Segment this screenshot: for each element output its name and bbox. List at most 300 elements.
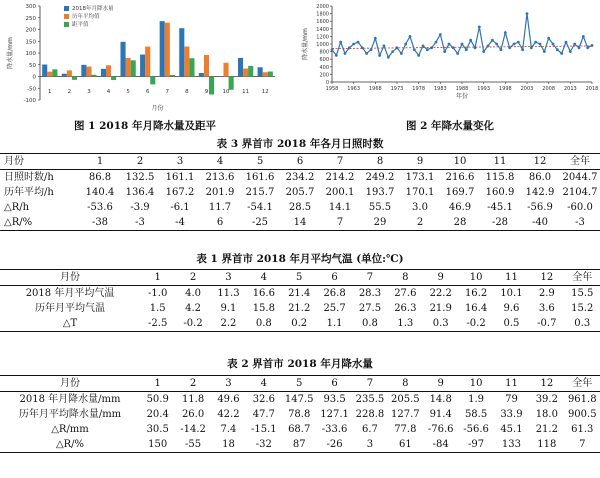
chart-1-svg xyxy=(0,0,290,118)
table-cell: 214.2 xyxy=(325,172,355,183)
header-cell: 11 xyxy=(494,376,529,392)
table-cell: 11.7 xyxy=(208,202,232,213)
y-tick-label: 800 xyxy=(319,49,329,56)
table-cell: 200.1 xyxy=(325,187,355,198)
data-point xyxy=(469,39,472,42)
data-point xyxy=(534,41,537,44)
data-point xyxy=(539,43,542,46)
header-cell: 6 xyxy=(280,154,320,170)
x-tick-label: 1968 xyxy=(368,86,382,92)
table-cell: 14.1 xyxy=(328,202,352,213)
x-tick-label: 1 xyxy=(48,89,52,95)
header-cell: 8 xyxy=(388,270,423,286)
table-cell: 14 xyxy=(280,215,320,231)
table-cell: 4.2 xyxy=(185,303,202,314)
data-point xyxy=(500,48,503,51)
table-row xyxy=(0,316,600,332)
table-cell: 21.2 xyxy=(288,303,311,314)
y-tick-label: -50 xyxy=(27,86,36,93)
table-cell: 91.4 xyxy=(429,409,452,420)
table-cell: 142.9 xyxy=(525,187,555,198)
table-cell: 9.1 xyxy=(220,303,237,314)
table-cell: 26.3 xyxy=(394,303,417,314)
data-point xyxy=(391,50,394,53)
data-point xyxy=(352,43,355,46)
bar-historical-avg xyxy=(67,70,72,76)
table-row xyxy=(0,301,600,316)
table-cell: -3.9 xyxy=(130,202,150,213)
y-tick-label: 400 xyxy=(319,64,329,71)
figure-1-caption: 图 1 2018 年月降水量及距平 xyxy=(74,120,216,132)
data-point xyxy=(443,50,446,53)
header-cell: 12 xyxy=(529,376,564,392)
bar-precip-2018 xyxy=(81,65,86,77)
x-tick-label: 11 xyxy=(242,89,250,95)
header-cell: 6 xyxy=(317,270,352,286)
table-cell: 216.6 xyxy=(445,172,475,183)
y-tick-label: 2000 xyxy=(316,4,329,10)
table-cell: 18.0 xyxy=(535,409,558,420)
table-cell: 9.6 xyxy=(503,303,520,314)
row-label-cell: △R/mm xyxy=(51,424,89,435)
y-tick-label: 0 xyxy=(325,80,329,86)
table-cell: -2.5 xyxy=(140,316,175,332)
x-axis-label: 年份 xyxy=(455,93,469,100)
table-row xyxy=(0,422,600,437)
data-point xyxy=(409,35,412,38)
x-tick-label: 10 xyxy=(222,89,230,95)
table-cell: -38 xyxy=(80,215,120,231)
table-cell: -28 xyxy=(480,215,520,231)
table-row xyxy=(0,286,600,302)
y-tick-label: 50 xyxy=(29,62,36,69)
table-cell: -56.9 xyxy=(527,202,553,213)
table-cell: -60.0 xyxy=(567,202,593,213)
table-cell: -14.2 xyxy=(180,424,206,435)
bar-anomaly xyxy=(131,60,136,76)
header-cell: 4 xyxy=(246,376,281,392)
table-cell: -76.6 xyxy=(427,424,454,435)
bar-precip-2018 xyxy=(238,58,243,77)
data-point xyxy=(478,26,481,29)
table-cell: 0.8 xyxy=(246,316,281,332)
x-tick-label: 12 xyxy=(261,89,269,95)
table-header-row xyxy=(0,376,600,392)
row-label-cell: 历年月平均降水量/mm xyxy=(18,409,122,420)
table-cell: 118 xyxy=(529,437,564,453)
table-cell: 6 xyxy=(200,215,240,231)
data-point xyxy=(404,43,407,46)
table-cell: 0.3 xyxy=(565,316,600,332)
data-point xyxy=(435,41,438,44)
bar-anomaly xyxy=(229,77,234,90)
table-cell: 133 xyxy=(494,437,529,453)
row-label-cell: △R/% xyxy=(0,215,80,231)
table-cell: 249.2 xyxy=(365,172,395,183)
row-label-cell: △R/% xyxy=(0,437,140,453)
table-cell: 2.9 xyxy=(538,288,555,299)
table-cell: -33.6 xyxy=(321,424,348,435)
header-cell: 1 xyxy=(140,270,175,286)
bar-anomaly xyxy=(170,75,175,77)
table-cell: 32.6 xyxy=(252,394,275,405)
table-cell: 205.7 xyxy=(285,187,315,198)
table-cell: 193.7 xyxy=(365,187,395,198)
figure-2-caption: 图 2 年降水量变化 xyxy=(405,120,495,132)
table-cell: -55 xyxy=(175,437,210,453)
table-cell: 1.9 xyxy=(468,394,485,405)
table-cell: 2.2 xyxy=(211,316,246,332)
data-point xyxy=(344,52,347,55)
data-point xyxy=(417,54,420,57)
table-cell: 127.1 xyxy=(320,409,349,420)
data-point xyxy=(448,43,451,46)
table-cell: 169.7 xyxy=(445,187,475,198)
table-cell: 27.6 xyxy=(394,288,417,299)
table-cell: -40 xyxy=(520,215,560,231)
table-2-caption: 表 2 界首市 2018 年月降水量 xyxy=(227,358,373,370)
header-cell: 2 xyxy=(175,270,210,286)
table-cell: -3 xyxy=(560,215,600,231)
x-tick-label: 2003 xyxy=(520,86,534,92)
table-cell: 215.7 xyxy=(245,187,275,198)
data-point xyxy=(482,50,485,53)
table-cell: 11.8 xyxy=(181,394,205,405)
table-cell: 30.5 xyxy=(146,424,169,435)
table-cell: 15.5 xyxy=(571,288,594,299)
header-label-cell: 月份 xyxy=(0,270,140,286)
row-label-cell: △T xyxy=(0,316,140,332)
header-cell: 1 xyxy=(80,154,120,170)
header-cell: 5 xyxy=(282,270,317,286)
bar-historical-avg xyxy=(204,55,209,76)
data-point xyxy=(465,48,468,51)
data-point xyxy=(439,33,442,36)
table-cell: 39.2 xyxy=(535,394,558,405)
table-cell: -32 xyxy=(246,437,281,453)
y-tick-label: 250 xyxy=(25,15,36,22)
table-cell: 16.2 xyxy=(464,288,488,299)
table-cell: -15.1 xyxy=(251,424,277,435)
table-cell: 49.6 xyxy=(217,394,240,405)
x-tick-label: 1998 xyxy=(498,86,512,92)
header-cell: 8 xyxy=(360,154,400,170)
table-cell: 136.4 xyxy=(125,187,155,198)
y-axis-label: 降水量/mm xyxy=(302,28,309,60)
header-cell: 10 xyxy=(458,270,493,286)
x-tick-label: 2018 xyxy=(585,86,599,92)
bar-historical-avg xyxy=(165,23,170,77)
bar-anomaly xyxy=(111,77,116,81)
header-cell: 12 xyxy=(520,154,560,170)
table-cell: 7.4 xyxy=(220,424,237,435)
table-cell: -54.1 xyxy=(247,202,273,213)
table-cell: 127.7 xyxy=(391,409,420,420)
data-point xyxy=(383,45,386,48)
table-cell: 160.9 xyxy=(485,187,515,198)
table-cell: -0.2 xyxy=(175,316,210,332)
bar-precip-2018 xyxy=(42,65,47,77)
table-cell: 1.5 xyxy=(149,303,166,314)
table-cell: -0.7 xyxy=(529,316,564,332)
table-cell: 161.1 xyxy=(165,172,195,183)
header-cell: 4 xyxy=(200,154,240,170)
legend-label: 历年平均值 xyxy=(72,14,100,20)
bar-anomaly xyxy=(92,75,97,77)
x-tick-label: 1973 xyxy=(390,86,404,92)
header-cell: 2 xyxy=(120,154,160,170)
table-cell: 25.7 xyxy=(323,303,346,314)
table-cell: 7 xyxy=(565,437,600,453)
header-cell: 3 xyxy=(211,270,246,286)
table-header-row xyxy=(0,270,600,286)
header-cell: 3 xyxy=(160,154,200,170)
table-cell: -84 xyxy=(423,437,458,453)
table-1-caption: 表 1 界首市 2018 年月平均气温 (单位:℃) xyxy=(196,253,404,265)
data-point xyxy=(517,41,520,44)
data-point xyxy=(422,45,425,48)
table-cell: -3 xyxy=(120,215,160,231)
data-point xyxy=(452,46,455,49)
table-cell: 0.3 xyxy=(423,316,458,332)
table-cell: 228.8 xyxy=(355,409,385,420)
legend-swatch xyxy=(64,6,69,11)
table-cell: 42.2 xyxy=(217,409,240,420)
table-row xyxy=(0,437,600,453)
y-tick-label: 200 xyxy=(25,27,36,34)
table-cell: -6.1 xyxy=(170,202,190,213)
bar-historical-avg xyxy=(263,72,268,76)
table-cell: 11.3 xyxy=(217,288,240,299)
table-cell: 14.8 xyxy=(429,394,452,405)
header-cell: 12 xyxy=(529,270,564,286)
table-cell: -97 xyxy=(458,437,493,453)
data-point xyxy=(495,43,498,46)
x-tick-label: 7 xyxy=(165,89,170,95)
bar-anomaly xyxy=(72,77,77,80)
header-cell: 2 xyxy=(175,376,210,392)
x-tick-label: 9 xyxy=(204,89,209,95)
x-tick-label: 1958 xyxy=(325,86,339,92)
data-point xyxy=(521,48,524,51)
data-point xyxy=(348,46,351,49)
table-cell: -0.2 xyxy=(458,316,493,332)
data-point xyxy=(526,12,529,15)
y-tick-label: 100 xyxy=(25,51,36,57)
x-tick-label: 1993 xyxy=(477,86,491,92)
table-cell: 18 xyxy=(211,437,246,453)
table-cell: 115.8 xyxy=(485,172,515,183)
x-tick-label: 6 xyxy=(145,89,150,95)
y-tick-label: 150 xyxy=(25,39,36,46)
header-cell: 7 xyxy=(320,154,360,170)
bar-anomaly xyxy=(248,66,253,77)
table-row xyxy=(0,407,600,422)
data-point xyxy=(569,50,572,53)
header-cell: 1 xyxy=(140,376,175,392)
table-cell: -45.1 xyxy=(487,202,513,213)
table-cell: 45.1 xyxy=(500,424,523,435)
header-label-cell: 月份 xyxy=(0,376,140,392)
table-cell: 28.3 xyxy=(358,288,382,299)
table-cell: 235.5 xyxy=(355,394,385,405)
table-cell: 28 xyxy=(440,215,480,231)
table-cell: 16.4 xyxy=(464,303,488,314)
y-tick-label: -100 xyxy=(23,98,36,104)
table-cell: 147.5 xyxy=(284,394,314,405)
data-point xyxy=(586,46,589,49)
data-point xyxy=(556,48,559,51)
bar-anomaly xyxy=(209,77,214,95)
header-cell: 全年 xyxy=(565,376,600,392)
table-row xyxy=(0,392,600,408)
table-cell: 27.5 xyxy=(358,303,382,314)
table-3-caption: 表 3 界首市 2018 年各月日照时数 xyxy=(216,138,384,150)
data-point xyxy=(357,41,360,44)
table-cell: 28.5 xyxy=(288,202,312,213)
header-cell: 全年 xyxy=(565,270,600,286)
data-point xyxy=(361,46,364,49)
bar-historical-avg xyxy=(106,65,111,76)
bar-anomaly xyxy=(150,77,155,85)
header-cell: 7 xyxy=(352,270,387,286)
header-cell: 6 xyxy=(317,376,352,392)
table-cell: 1.3 xyxy=(388,316,423,332)
data-point xyxy=(378,54,381,57)
data-point xyxy=(504,31,507,34)
row-label-cell: 2018 年月平均气温 xyxy=(25,288,115,299)
x-tick-label: 1978 xyxy=(412,86,426,92)
data-point xyxy=(365,52,368,55)
y-tick-label: 1000 xyxy=(316,42,329,48)
table-cell: 26.0 xyxy=(181,409,205,420)
table-row xyxy=(0,215,600,231)
header-cell: 8 xyxy=(388,376,423,392)
table-cell: 3.6 xyxy=(538,303,555,314)
bar-precip-2018 xyxy=(120,42,125,77)
table-cell: 0.2 xyxy=(282,316,317,332)
table-cell: 0.5 xyxy=(494,316,529,332)
table-cell: 161.6 xyxy=(245,172,275,183)
data-point xyxy=(456,52,459,55)
table-cell: 21.2 xyxy=(535,424,558,435)
table-cell: -56.6 xyxy=(463,424,489,435)
bar-historical-avg xyxy=(145,47,150,77)
header-cell: 9 xyxy=(400,154,440,170)
bar-anomaly xyxy=(52,69,57,76)
data-point xyxy=(413,48,416,51)
table-cell: 86.8 xyxy=(88,172,112,183)
table-cell: 173.1 xyxy=(405,172,435,183)
table-cell: 167.2 xyxy=(165,187,195,198)
figure-2-annual-precipitation xyxy=(300,0,600,118)
table-cell: 170.1 xyxy=(405,187,435,198)
legend-swatch xyxy=(64,14,69,19)
x-tick-label: 8 xyxy=(185,89,189,95)
table-cell: 21.9 xyxy=(429,303,452,314)
table-cell: 50.9 xyxy=(146,394,169,405)
y-tick-label: 0 xyxy=(32,74,36,81)
header-cell: 全年 xyxy=(560,154,600,170)
y-tick-label: 1800 xyxy=(316,11,329,18)
header-cell: 5 xyxy=(282,376,317,392)
table-cell: 46.9 xyxy=(448,202,472,213)
table-cell: 20.4 xyxy=(146,409,169,420)
y-tick-label: 1400 xyxy=(316,26,329,33)
x-tick-label: 1983 xyxy=(433,86,447,92)
bar-historical-avg xyxy=(47,72,52,77)
bar-precip-2018 xyxy=(160,21,165,76)
table-cell: 26.8 xyxy=(323,288,346,299)
row-label-cell: △R/h xyxy=(4,202,30,213)
data-point xyxy=(513,43,516,46)
y-tick-label: 200 xyxy=(319,72,329,79)
legend-swatch xyxy=(64,22,69,27)
legend-label: 距平值 xyxy=(72,22,89,28)
table-cell: 132.5 xyxy=(125,172,155,183)
table-cell: 86.0 xyxy=(528,172,552,183)
table-cell: 4.0 xyxy=(185,288,202,299)
table-cell: 58.5 xyxy=(464,409,488,420)
bar-historical-avg xyxy=(243,69,248,77)
table-cell: 21.4 xyxy=(288,288,311,299)
table-cell: 55.5 xyxy=(368,202,392,213)
header-cell: 4 xyxy=(246,270,281,286)
table-cell: 900.5 xyxy=(567,409,597,420)
chart-2-svg xyxy=(300,0,600,118)
bar-precip-2018 xyxy=(101,69,106,77)
header-cell: 5 xyxy=(240,154,280,170)
header-cell: 11 xyxy=(480,154,520,170)
table-2-precipitation xyxy=(0,375,600,453)
table-cell: 2104.7 xyxy=(562,187,598,198)
data-point xyxy=(547,37,550,40)
data-point xyxy=(552,43,555,46)
table-cell: 201.9 xyxy=(205,187,235,198)
row-label-cell: 日照时数/h xyxy=(4,172,54,183)
data-point xyxy=(573,43,576,46)
table-cell: 150 xyxy=(140,437,175,453)
table-cell: 68.7 xyxy=(288,424,311,435)
bar-historical-avg xyxy=(126,58,131,77)
data-point xyxy=(339,41,342,44)
table-cell: 213.6 xyxy=(205,172,235,183)
table-cell: 6.7 xyxy=(362,424,378,435)
table-cell: 61.3 xyxy=(571,424,594,435)
table-cell: -1.0 xyxy=(148,288,168,299)
bar-precip-2018 xyxy=(140,55,145,77)
table-cell: -26 xyxy=(317,437,352,453)
table-cell: 10.1 xyxy=(500,288,523,299)
table-cell: 22.2 xyxy=(429,288,452,299)
header-cell: 9 xyxy=(423,270,458,286)
x-axis-label: 月份 xyxy=(151,105,164,112)
table-cell: 140.4 xyxy=(85,187,115,198)
data-point xyxy=(543,50,546,53)
data-point xyxy=(387,56,390,59)
table-cell: 2 xyxy=(400,215,440,231)
bar-historical-avg xyxy=(86,67,91,77)
x-tick-label: 1963 xyxy=(347,86,361,92)
data-point xyxy=(461,43,464,46)
table-cell: 16.6 xyxy=(252,288,275,299)
data-point xyxy=(560,52,563,55)
header-cell: 11 xyxy=(494,270,529,286)
data-point xyxy=(335,54,338,57)
bar-anomaly xyxy=(268,72,273,77)
y-tick-label: 1600 xyxy=(316,19,329,26)
data-point xyxy=(578,46,581,49)
